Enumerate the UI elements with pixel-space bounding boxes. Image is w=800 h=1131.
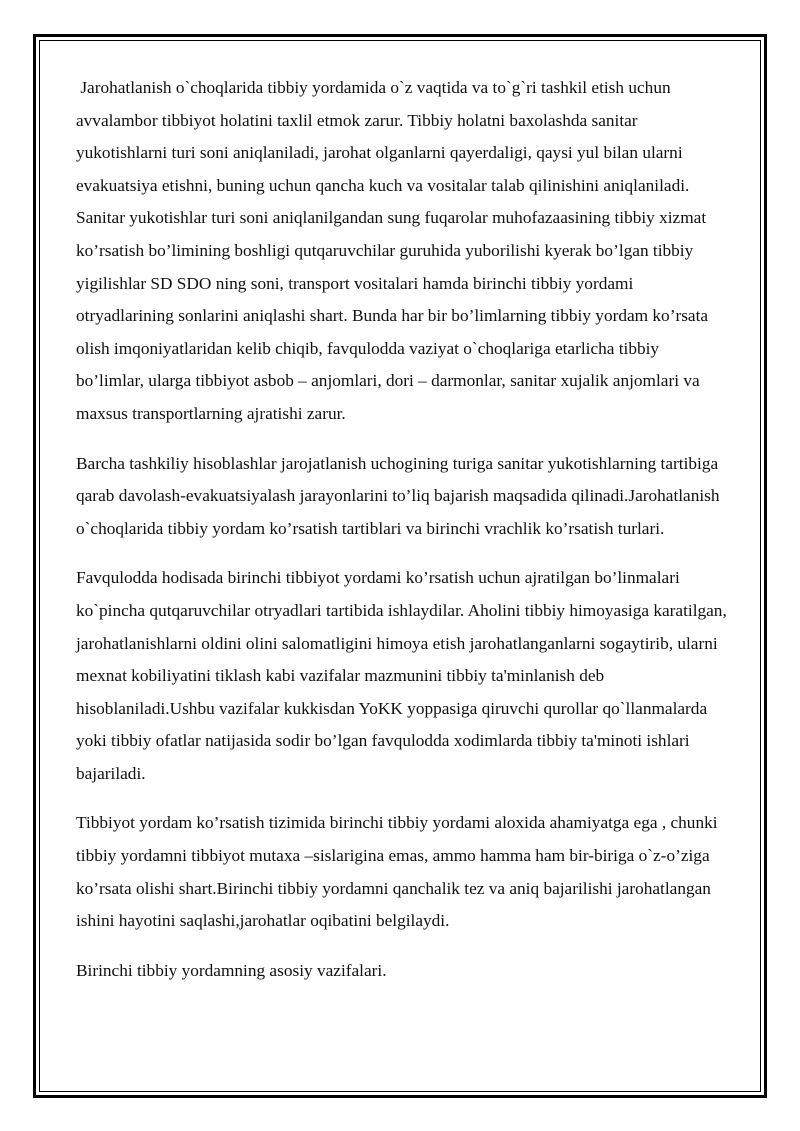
document-body	[76, 72, 728, 1004]
paragraph-3: Favqulodda hodisada birinchi tibbiyot yordami ko’rsatish uchun ajratilgan bo’linmalari ko`pincha qutqaruvchilar otryadlari tartibida ishlaydilar. Aholini tibbiy himoyasiga karatilgan, jarohatlanishlarni oldini olini salomatligini himoya etish jarohatlanganlarni sogaytirib, ularni mexnat kobiliyatini tiklash kabi vazifalar mazmunini tibbiy ta'minlanish deb hisoblaniladi.Ushbu vazifalar kukkisdan YoKK yoppasiga qiruvchi qurollar qo`llanmalarda yoki tibbiy ofatlar natijasida sodir bo’lgan favqulodda xodimlarda tibbiy ta'minoti ishlari bajariladi.	[76, 568, 727, 783]
paragraph-5: Birinchi tibbiy yordamning asosiy vazifalari.	[76, 960, 387, 980]
paragraph-4: Tibbiyot yordam ko’rsatish tizimida birinchi tibbiy yordami aloxida ahamiyatga ega , chunki tibbiy yordamni tibbiyot mutaxa –sislarigina emas, ammo hamma ham bir-biriga o`z-o’ziga ko’rsata olishi shart.Birinchi tibbiy yordamni qanchalik tez va aniq bajarilishi jarohatlangan ishini hayotini saqlashi,jarohatlar oqibatini belgilaydi.	[76, 813, 718, 931]
paragraph-1: Jarohatlanish o`choqlarida tibbiy yordamida o`z vaqtida va to`g`ri tashkil etish uchun avvalambor tibbiyot holatini taxlil etmok zarur. Tibbiy holatni baxolashda sanitar yukotishlarni turi soni aniqlaniladi, jarohat olganlarni qayerdaligi, qaysi yul bilan ularni evakuatsiya etishni, buning uchun qancha kuch va vositalar talab qilinishini aniqlaniladi. Sanitar yukotishlar turi soni aniqlanilgandan sung fuqarolar muhofazaasining tibbiy xizmat ko’rsatish bo’limining boshligi qutqaruvchilar guruhida yuborilishi kyerak bo’lgan tibbiy yigilishlar SD SDO ning soni, transport vositalari hamda birinchi tibbiy yordami otryadlarining sonlarini aniqlashi shart. Bunda har bir bo’limlarning tibbiy yordam ko’rsata olish imqoniyatlaridan kelib chiqib, favqulodda vaziyat o`choqlariga etarlicha tibbiy bo’limlar, ularga tibbiyot asbob – anjomlari, dori – darmonlar, sanitar xujalik anjomlari va maxsus transportlarning ajratishi zarur.	[76, 78, 709, 423]
paragraph-2: Barcha tashkiliy hisoblashlar jarojatlanish uchogining turiga sanitar yukotishlarning tartibiga qarab davolash-evakuatsiyalash jarayonlarini to’liq bajarish maqsadida qilinadi.Jarohatlanish o`choqlarida tibbiy yordam ko’rsatish tartiblari va birinchi vrachlik ko’rsatish turlari.	[76, 453, 720, 538]
